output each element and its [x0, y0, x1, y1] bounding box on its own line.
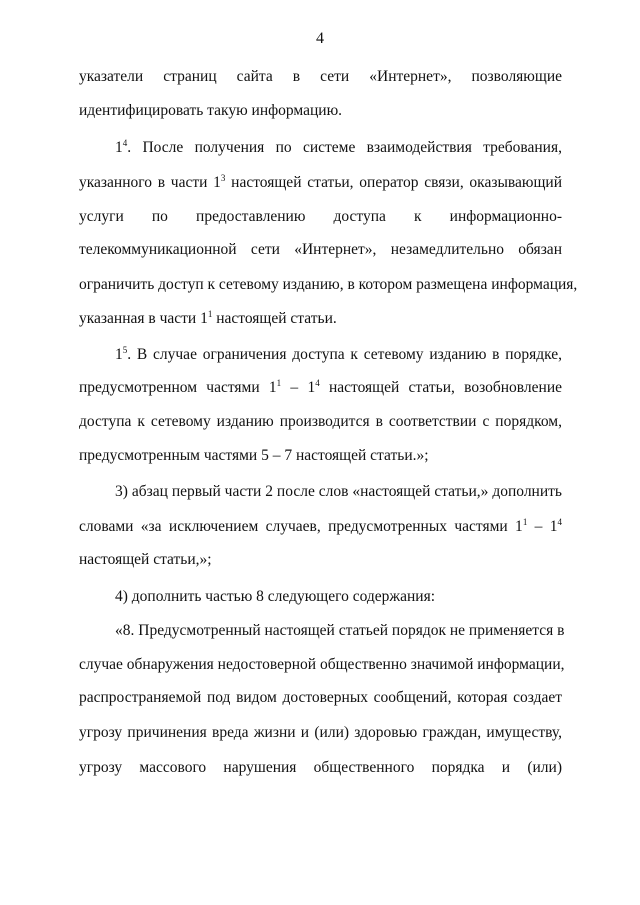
text-line	[115, 139, 562, 157]
text-fragment: указанная в части 1	[79, 310, 208, 327]
superscript: 4	[557, 516, 562, 527]
text-line: ограничить доступ к сетевому изданию, в котором размещена информация,	[79, 276, 578, 293]
text-line: угрозу причинения вреда жизни и (или) здоровью граждан, имуществу,	[79, 724, 562, 741]
text-fragment: . После получения по системе взаимодействия требования,	[127, 139, 562, 156]
text-line: указатели страниц сайта в сети «Интернет», позволяющие	[79, 68, 562, 85]
text-fragment: – 1	[281, 379, 316, 396]
text-fragment: указанного в части 1	[79, 174, 221, 191]
text-fragment: настоящей статьи.	[212, 310, 337, 327]
text-fragment: настоящей статьи, возобновление	[319, 379, 563, 396]
text-line: 4) дополнить частью 8 следующего содержания:	[115, 588, 436, 605]
page-number: 4	[316, 30, 324, 47]
text-fragment: 1	[115, 139, 123, 156]
text-fragment: словами «за исключением случаев, предусмотренных частями 1	[79, 518, 523, 535]
text-line: услуги по предоставлению доступа к информационно-	[79, 208, 562, 225]
text-line	[79, 379, 562, 397]
text-line: телекоммуникационной сети «Интернет», незамедлительно обязан	[79, 241, 562, 258]
text-line: доступа к сетевому изданию производится в соответствии с порядком,	[79, 413, 562, 430]
text-fragment: настоящей статьи, оператор связи, оказывающий	[225, 174, 562, 191]
text-line	[115, 346, 562, 364]
superscript: 1	[207, 308, 213, 319]
text-line	[79, 174, 562, 192]
text-fragment: . В случае ограничения доступа к сетевому изданию в порядке,	[127, 346, 562, 363]
text-fragment: предусмотренном частями 1	[79, 379, 277, 396]
text-line: настоящей статьи,»;	[79, 551, 212, 568]
text-line: распространяемой под видом достоверных сообщений, которая создает	[79, 689, 562, 706]
text-line	[79, 518, 562, 536]
text-line: угрозу массового нарушения общественного порядка и (или)	[79, 759, 562, 776]
text-fragment: – 1	[527, 518, 558, 535]
superscript: 1	[276, 377, 282, 388]
superscript: 1	[522, 516, 528, 527]
text-line: идентифицировать такую информацию.	[79, 102, 343, 119]
text-line: 3) абзац первый части 2 после слов «настоящей статьи,» дополнить	[115, 483, 562, 500]
text-line: случае обнаружения недостоверной общественно значимой информации,	[79, 656, 565, 673]
text-fragment: 1	[115, 346, 123, 363]
superscript: 4	[122, 137, 128, 148]
superscript: 4	[315, 377, 320, 388]
superscript: 5	[122, 344, 128, 355]
text-line: «8. Предусмотренный настоящей статьей порядок не применяется в	[115, 622, 565, 639]
text-line: предусмотренным частями 5 – 7 настоящей статьи.»;	[79, 447, 429, 464]
text-line	[79, 310, 562, 328]
superscript: 3	[220, 172, 226, 183]
